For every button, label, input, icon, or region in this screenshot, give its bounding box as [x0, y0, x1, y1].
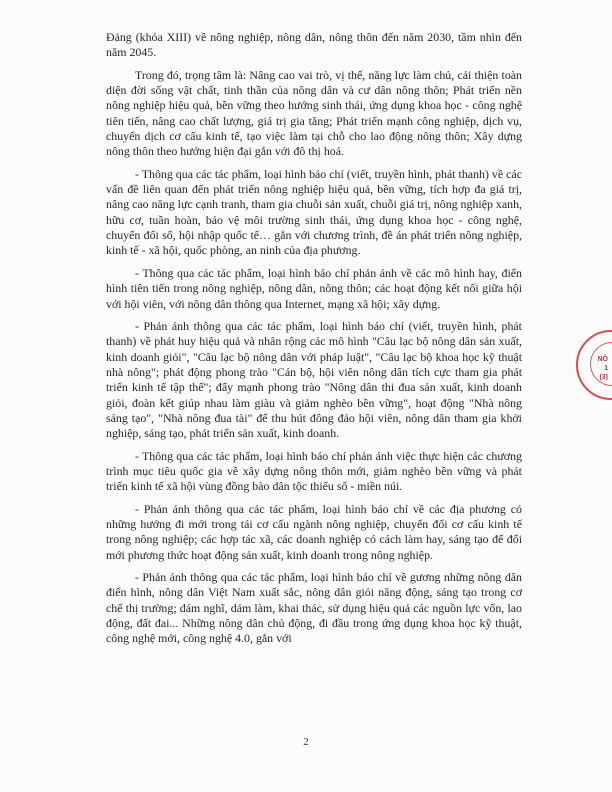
- paragraph-1: Đảng (khóa XIII) về nông nghiệp, nông dân, nông thôn đến năm 2030, tầm nhìn đến năm 2045.: [106, 30, 522, 60]
- seal-text: NÔ 1 (3): [597, 356, 608, 381]
- body-text: [106, 30, 522, 654]
- paragraph-4: - Thông qua các tác phẩm, loại hình báo chí phản ánh về các mô hình hay, điển hình tiên tiến trong nông nghiệp, nông dân, nông thôn; các hoạt động kết nối giữa hội với hội viên, với nông dân thông qua Internet, mạng xã hội; xây dựng.: [106, 265, 522, 311]
- paragraph-8: - Phản ánh thông qua các tác phẩm, loại hình báo chí về gương những nông dân điển hình, nông dân Việt Nam xuất sắc, nông dân giỏi năng động, sáng tạo trong cơ chế thị trường; dám nghĩ, dám làm, khai thác, sử dụng hiệu quả các nguồn lực vốn, lao động, đất đai... Những nông dân chủ động, đi đầu trong ứng dụng khoa học kỹ thuật, công nghệ mới, công nghệ 4.0, gắn với: [106, 570, 522, 646]
- paragraph-2: Trong đó, trọng tâm là: Nâng cao vai trò, vị thế, năng lực làm chủ, cải thiện toàn diện đời sống vật chất, tinh thần của nông dân và cư dân nông thôn; Phát triển nền nông nghiệp hiệu quả, bền vững theo hướng sinh thái, ứng dụng khoa học - công nghệ tiên tiến, nâng cao chất lượng, giá trị gia tăng; Phát triển mạnh công nghiệp, dịch vụ, chuyển dịch cơ cấu kinh tế, tạo việc làm tại chỗ cho lao động nông thôn; Xây dựng nông thôn theo hướng hiện đại gắn với đô thị hoá.: [106, 67, 522, 159]
- paragraph-6: - Thông qua các tác phẩm, loại hình báo chí phản ánh việc thực hiện các chương trình mục tiêu quốc gia về xây dựng nông thôn mới, giảm nghèo bền vững và phát triển kinh tế xã hội vùng đồng bào dân tộc thiểu số - miền núi.: [106, 448, 522, 494]
- page-number: 2: [303, 736, 309, 748]
- paragraph-5: - Phản ánh thông qua các tác phẩm, loại hình báo chí (viết, truyền hình, phát thanh) về phát huy hiệu quả và nhân rộng các mô hình "Câu lạc bộ nông dân sản xuất, kinh doanh giỏi", "Câu lạc bộ nông dân với pháp luật", "Câu lạc bộ khoa học kỹ thuật nhà nông"; phát động phong trào "Cán bộ, hội viên nông dân tích cực tham gia phát triển kinh tế tập thể"; đẩy mạnh phong trào "Nông dân thi đua sản xuất, kinh doanh giỏi, đoàn kết giúp nhau làm giàu và giảm nghèo bền vững", hoạt động "Nhà nông sáng tạo", "Nhà nông đua tài" để thu hút đông đảo hội viên, nông dân tham gia khởi nghiệp, sáng tạo, phát triển sản xuất, kinh doanh.: [106, 318, 522, 441]
- paragraph-3: - Thông qua các tác phẩm, loại hình báo chí (viết, truyền hình, phát thanh) về các vấn đề liên quan đến phát triển nông nghiệp hiệu quả, bền vững, tích hợp đa giá trị, nâng cao năng lực cạnh tranh, tham gia chuỗi sản xuất, chuỗi giá trị, nông nghiệp xanh, hữu cơ, tuần hoàn, bảo vệ môi trường sinh thái, ứng dụng khoa học - công nghệ, chuyển đổi số, hội nhập quốc tế… gắn với chương trình, đề án phát triển nông nghiệp, kinh tế - xã hội, quốc phòng, an ninh của địa phương.: [106, 166, 522, 258]
- paragraph-7: - Phản ánh thông qua các tác phẩm, loại hình báo chí về các địa phương có những hướng đi mới trong tái cơ cấu ngành nông nghiệp, chuyển đổi cơ cấu kinh tế trong nông nghiệp; các hợp tác xã, các doanh nghiệp có cách làm hay, sáng tạo để đổi mới phương thức hoạt động sản xuất, kinh doanh trong nông nghiệp.: [106, 501, 522, 562]
